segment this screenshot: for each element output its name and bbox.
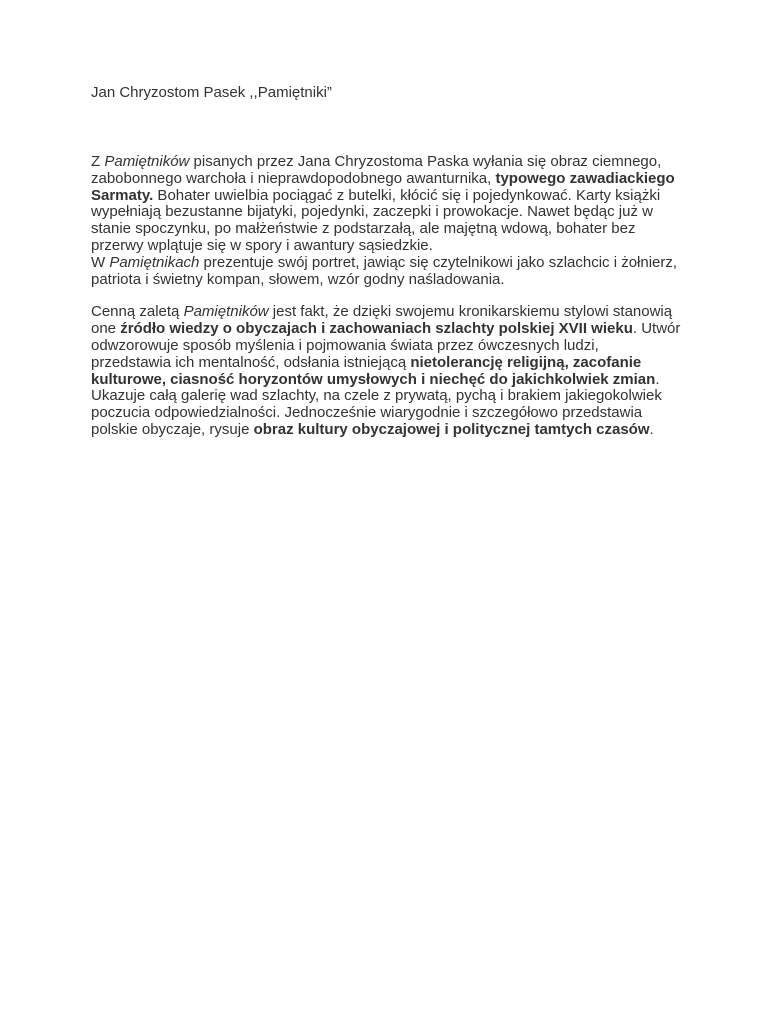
text-segment: . Ukazuje całą galerię wad szlachty, na czele z prywatą, pychą i brakiem jakiegokolwiek poczucia odpowiedzialności. Jednocześnie wiarygodnie i szczegółowo przedstawia polskie obyczaje, rysuje (91, 370, 662, 438)
text-segment: jest fakt, że dzięki swojemu kronikarskiemu stylowi stanowią one (91, 303, 673, 338)
text-segment-italic: Pamiętników (183, 303, 269, 321)
text-segment: Cenną zaletą (91, 303, 184, 321)
paragraph-1 (91, 154, 681, 288)
text-segment-bold: źródło wiedzy o obyczajach i zachowaniach szlachty polskiej XVII wieku (120, 320, 633, 338)
text-segment: . Utwór odwzorowuje sposób myślenia i pojmowania świata przez ówczesnych ludzi, przedstawia ich mentalność, odsłania istniejącą (91, 320, 681, 371)
document-page (91, 84, 681, 455)
text-segment-italic: Pamiętników (104, 153, 190, 170)
text-segment-bold: typowego zawadiackiego Sarmaty. (91, 169, 675, 204)
text-segment: Z (91, 153, 105, 170)
paragraph-2 (91, 304, 681, 438)
text-segment: pisanych przez Jana Chryzostoma Paska wyłania się obraz ciemnego, zabobonnego warchoła i nieprawdopodobnego awanturnika, (91, 153, 662, 187)
text-segment-bold: nietolerancję religijną, zacofanie kulturowe, ciasność horyzontów umysłowych i niechęć do jakichkolwiek zmian (91, 353, 656, 388)
text-segment: prezentuje swój portret, jawiąc się czytelnikowi jako szlachcic i żołnierz, patriota i świetny kompan, słowem, wzór godny naśladowania. (91, 253, 678, 288)
text-segment: . (649, 420, 654, 438)
text-segment-italic: Pamiętnikach (109, 253, 200, 271)
text-segment-bold: obraz kultury obyczajowej i politycznej tamtych czasów (253, 420, 650, 438)
document-title: Jan Chryzostom Pasek ,,Pamiętniki” (91, 84, 332, 101)
text-segment: Bohater uwielbia pociągać z butelki, kłócić się i pojedynkować. Karty książki wypełniają bezustanne bijatyki, pojedynki, zaczepki i prowokacje. Nawet będąc już w stanie spoczynku, po małżeństwie z podstarzałą, ale majętną wdową, bohater bez przerwy wplątuje się w spory i awantury sąsiedzkie. (91, 186, 661, 254)
text-segment: W (91, 253, 110, 271)
